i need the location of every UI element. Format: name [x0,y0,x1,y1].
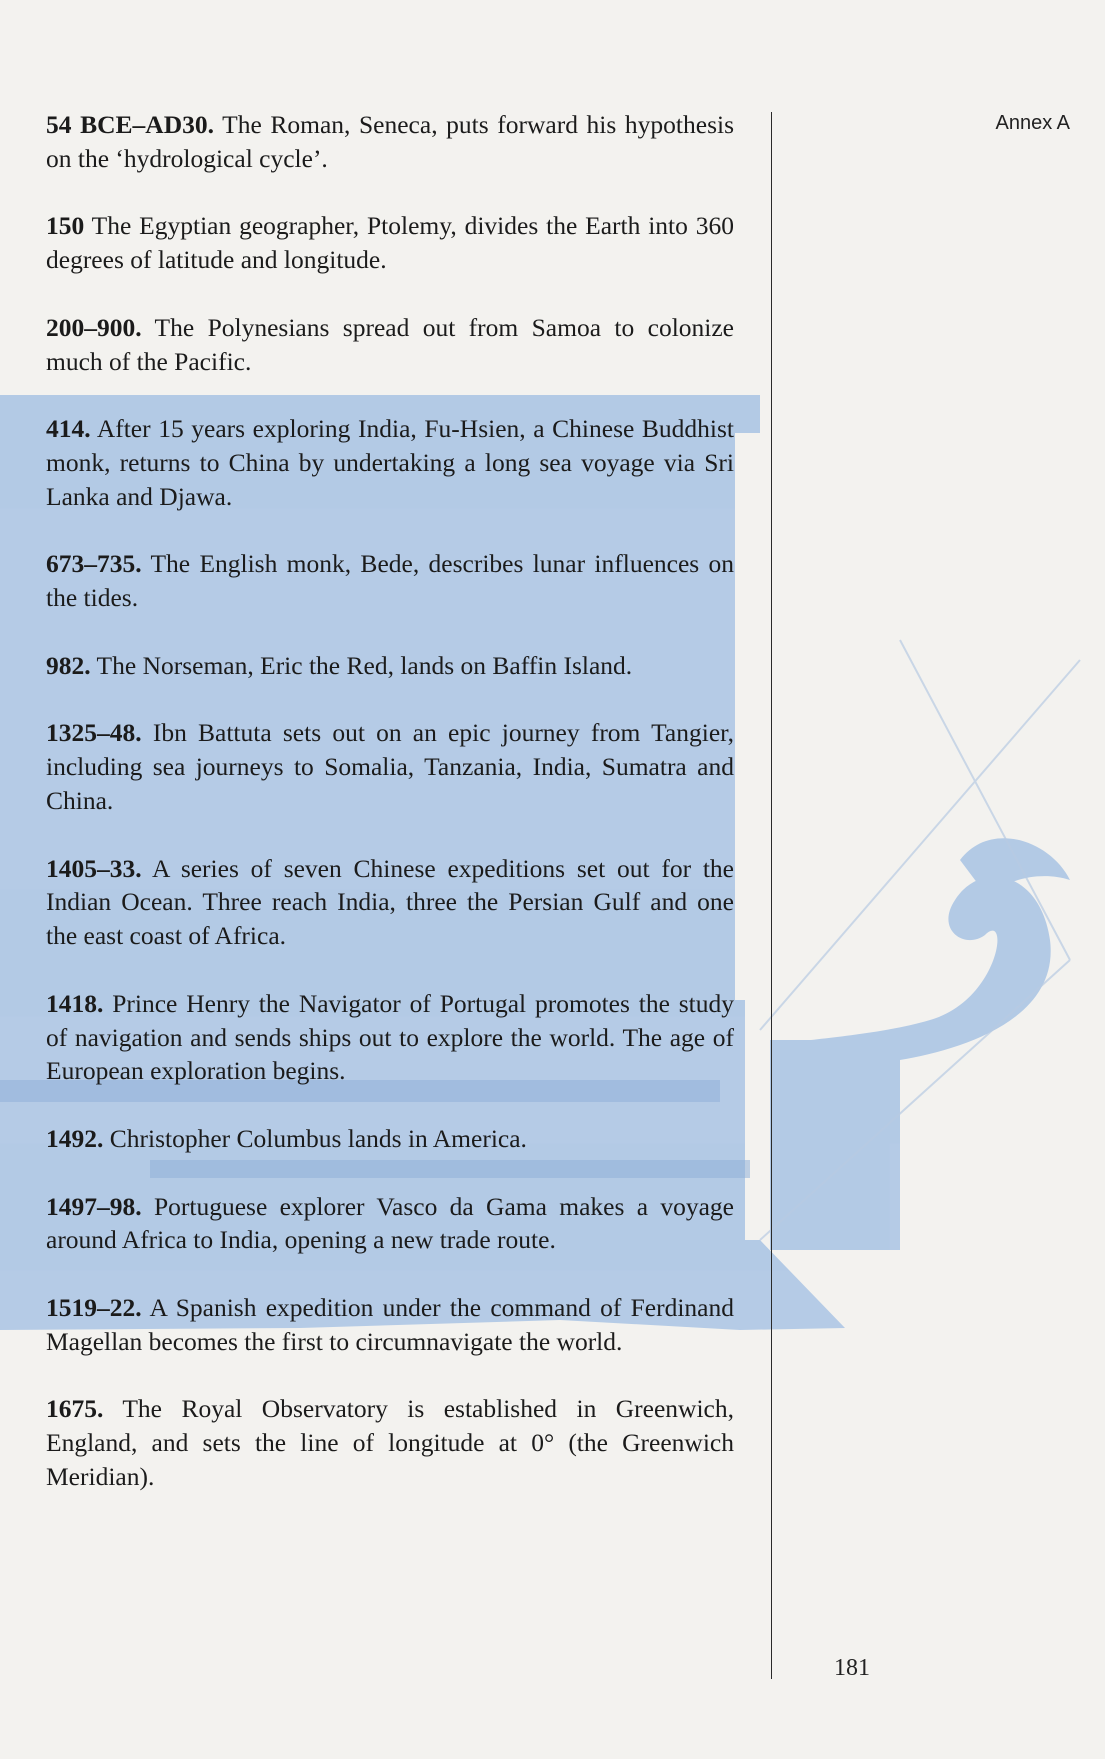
timeline-entry [46,108,734,176]
timeline-entries [46,108,734,1527]
entry-text: The English monk, Bede, describes lunar influences on the tides. [46,549,734,613]
entry-date: 1492. [46,1123,104,1153]
running-header: Annex A [995,112,1070,134]
entry-date: 200–900. [46,312,142,342]
entry-text: Portuguese explorer Vasco da Gama makes a voyage around Africa to India, opening a new trade route. [46,1191,734,1255]
timeline-entry [46,987,734,1088]
timeline-entry [46,1122,734,1156]
entry-date: 414. [46,414,91,444]
timeline-entry [46,649,734,683]
entry-date: 54 BCE–AD30. [46,110,214,139]
entry-text: Prince Henry the Navigator of Portugal promotes the study of navigation and sends ships out to explore the world. The age of European exploration begins. [46,988,735,1086]
entry-text: The Royal Observatory is established in Greenwich, England, and sets the line of longitude at 0° (the Greenwich Meridian). [46,1394,734,1491]
entry-text: The Polynesians spread out from Samoa to colonize much of the Pacific. [46,312,734,376]
entry-date: 982. [46,650,91,680]
timeline-entry [46,412,734,513]
entry-date: 673–735. [46,549,142,579]
timeline-entry [46,311,734,379]
entry-text: The Norseman, Eric the Red, lands on Baffin Island. [96,650,633,680]
entry-date: 150 [46,211,85,241]
entry-date: 1405–33. [46,853,142,883]
entry-text: After 15 years exploring India, Fu-Hsien, a Chinese Buddhist monk, returns to China by undertaking a long sea voyage via Sri Lanka and Djawa. [46,414,734,511]
entry-text: A Spanish expedition under the command of Ferdinand Magellan becomes the first to circumnavigate the world. [46,1292,735,1356]
entry-text: Christopher Columbus lands in America. [109,1123,527,1153]
entry-text: A series of seven Chinese expeditions set out for the Indian Ocean. Three reach India, three the Persian Gulf and one the east coast of Africa. [46,853,735,951]
entry-text: Ibn Battuta sets out on an epic journey from Tangier, including sea journeys to Somalia, Tanzania, India, Sumatra and China. [46,718,734,815]
column-divider [771,112,772,1679]
entry-date: 1519–22. [46,1292,142,1322]
entry-date: 1325–48. [46,718,142,748]
page-number: 181 [834,1655,870,1681]
timeline-entry [46,852,734,953]
timeline-entry [46,209,734,277]
entry-text: The Roman, Seneca, puts forward his hypothesis on the ‘hydrological cycle’. [46,110,734,173]
timeline-entry [46,1392,734,1493]
entry-date: 1418. [46,988,104,1018]
timeline-entry [46,1291,734,1359]
entry-text: The Egyptian geographer, Ptolemy, divides the Earth into 360 degrees of latitude and longitude. [46,211,734,275]
timeline-entry [46,547,734,615]
timeline-entry [46,1190,734,1258]
timeline-entry [46,716,734,817]
hull-block-right [770,1040,900,1250]
entry-date: 1675. [46,1394,104,1424]
entry-date: 1497–98. [46,1191,142,1221]
